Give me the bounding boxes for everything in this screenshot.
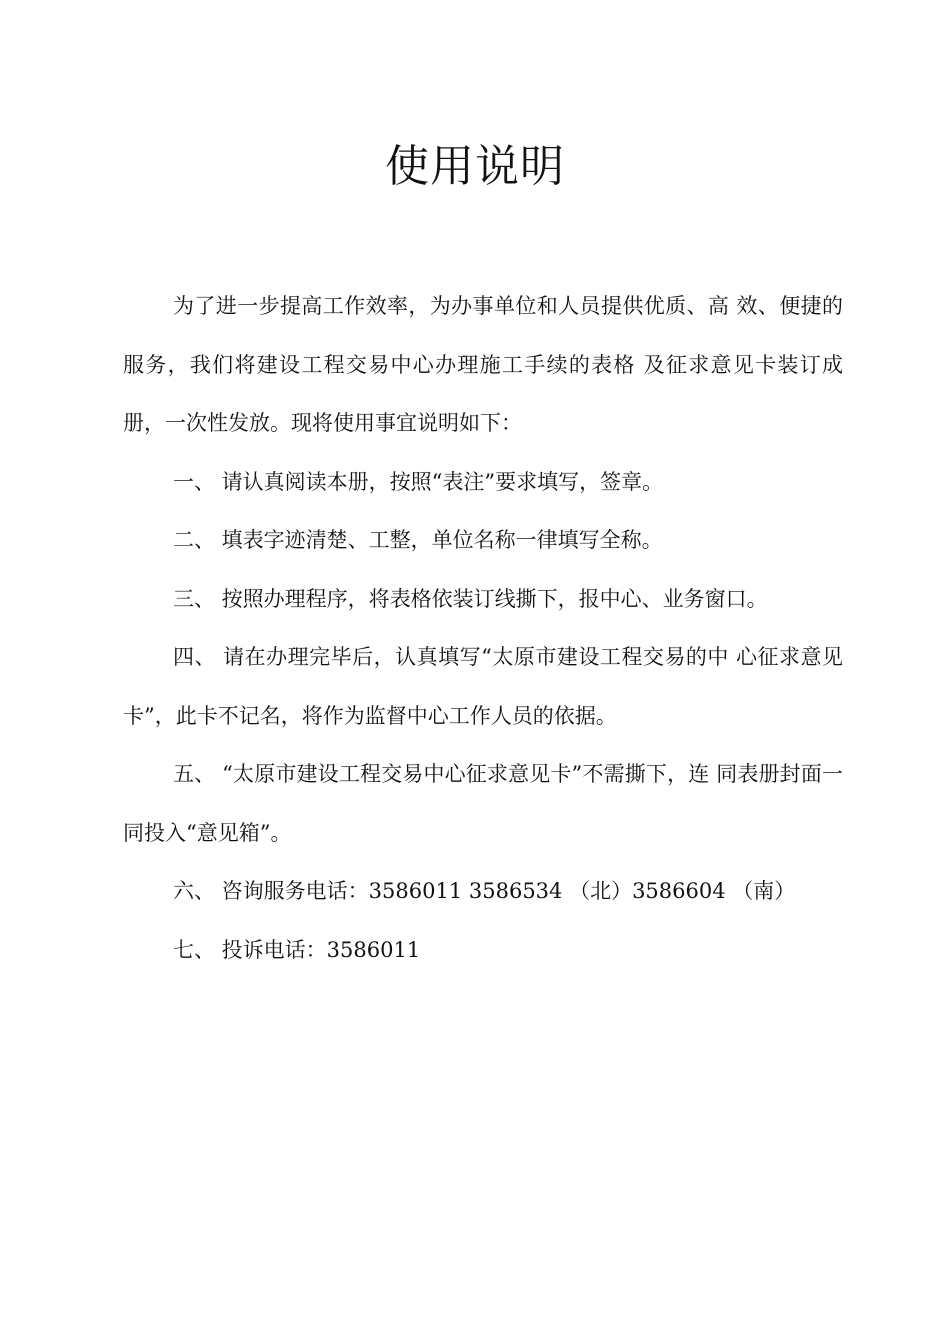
- instruction-item-2: 二、 填表字迹清楚、工整，单位名称一律填写全称。: [173, 528, 663, 552]
- page-title: 使用说明: [385, 141, 565, 192]
- complaint-phone-item: 七、 投诉电话：3586011: [173, 937, 421, 962]
- intro-paragraph: 为了进一步提高工作效率，为办事单位和人员提供优质、高 效、便捷的服务，我们将建设工程交易中心办理施工手续的表格 及征求意见卡装订成册，一次性发放。现将使用事宜说明如下：: [123, 294, 843, 435]
- consultation-phone-item: 六、 咨询服务电话：3586011 3586534 （北）3586604 （南）: [173, 879, 796, 903]
- instruction-item-1: 一、 请认真阅读本册，按照“表注”要求填写，签章。: [173, 469, 664, 494]
- instruction-item-3: 三、 按照办理程序，将表格依装订线撕下，报中心、业务窗口。: [173, 586, 768, 611]
- instruction-item-5: 五、 “太原市建设工程交易中心征求意见卡”不需撕下，连 同表册封面一同投入“意见箱”。: [123, 762, 843, 845]
- instruction-item-4: 四、 请在办理完毕后，认真填写“太原市建设工程交易的中 心征求意见卡”，此卡不记名，将作为监督中心工作人员的依据。: [123, 645, 843, 728]
- document-body: [123, 277, 843, 979]
